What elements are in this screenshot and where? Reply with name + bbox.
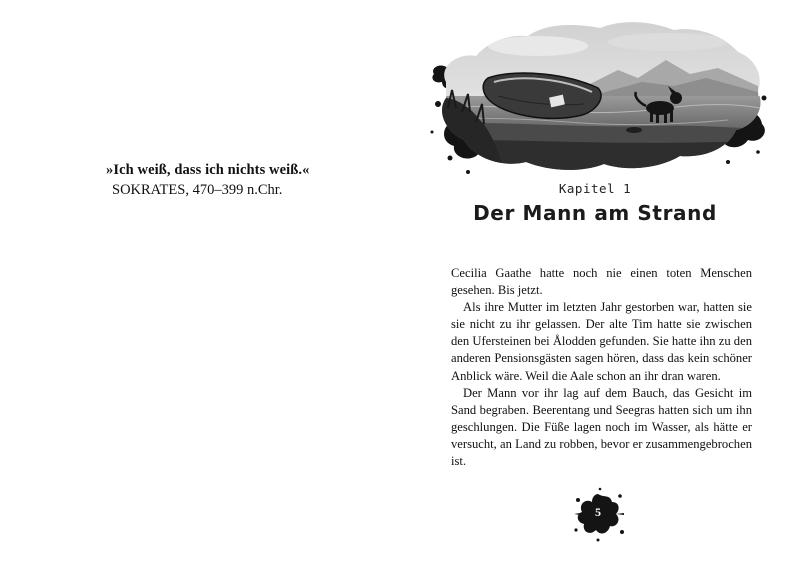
epigraph-source: SOKRATES, 470–399 n.Chr. [112,182,283,198]
epigraph-quote: »Ich weiß, dass ich nichts weiß.« [106,162,310,178]
chapter-label: Kapitel 1 [558,181,632,196]
paragraph: Als ihre Mutter im letzten Jahr gestorben war, hatten sie sie nicht zu ihr gelassen. Der alte Tim hatte sie zwischen den Ufersteinen bei Ålodden gefunden. Sie hatte ihn zu den anderen Pensionsgästen sagen hören, dass das kein schöner Anblick wäre. Weil die Aale schon an ihr dran waren. [451,300,752,383]
paragraph: Cecilia Gaathe hatte noch nie einen toten Menschen gesehen. Bis jetzt. [451,266,752,298]
chapter-body [451,265,752,470]
page-number-badge [570,486,626,542]
beach-boat-dog-illustration [428,12,770,180]
chapter-title: Der Mann am Strand [473,201,717,225]
paragraph: Der Mann vor ihr lag auf dem Bauch, das Gesicht im Sand begraben. Beerentang und Seegras hatten sich um ihn geschlungen. Die Füße lagen noch im Wasser, als hätte er versucht, an Land zu robben, bevor er zusammengebrochen ist. [451,385,752,469]
epigraph [106,160,366,200]
page-number: 5 [595,505,601,519]
